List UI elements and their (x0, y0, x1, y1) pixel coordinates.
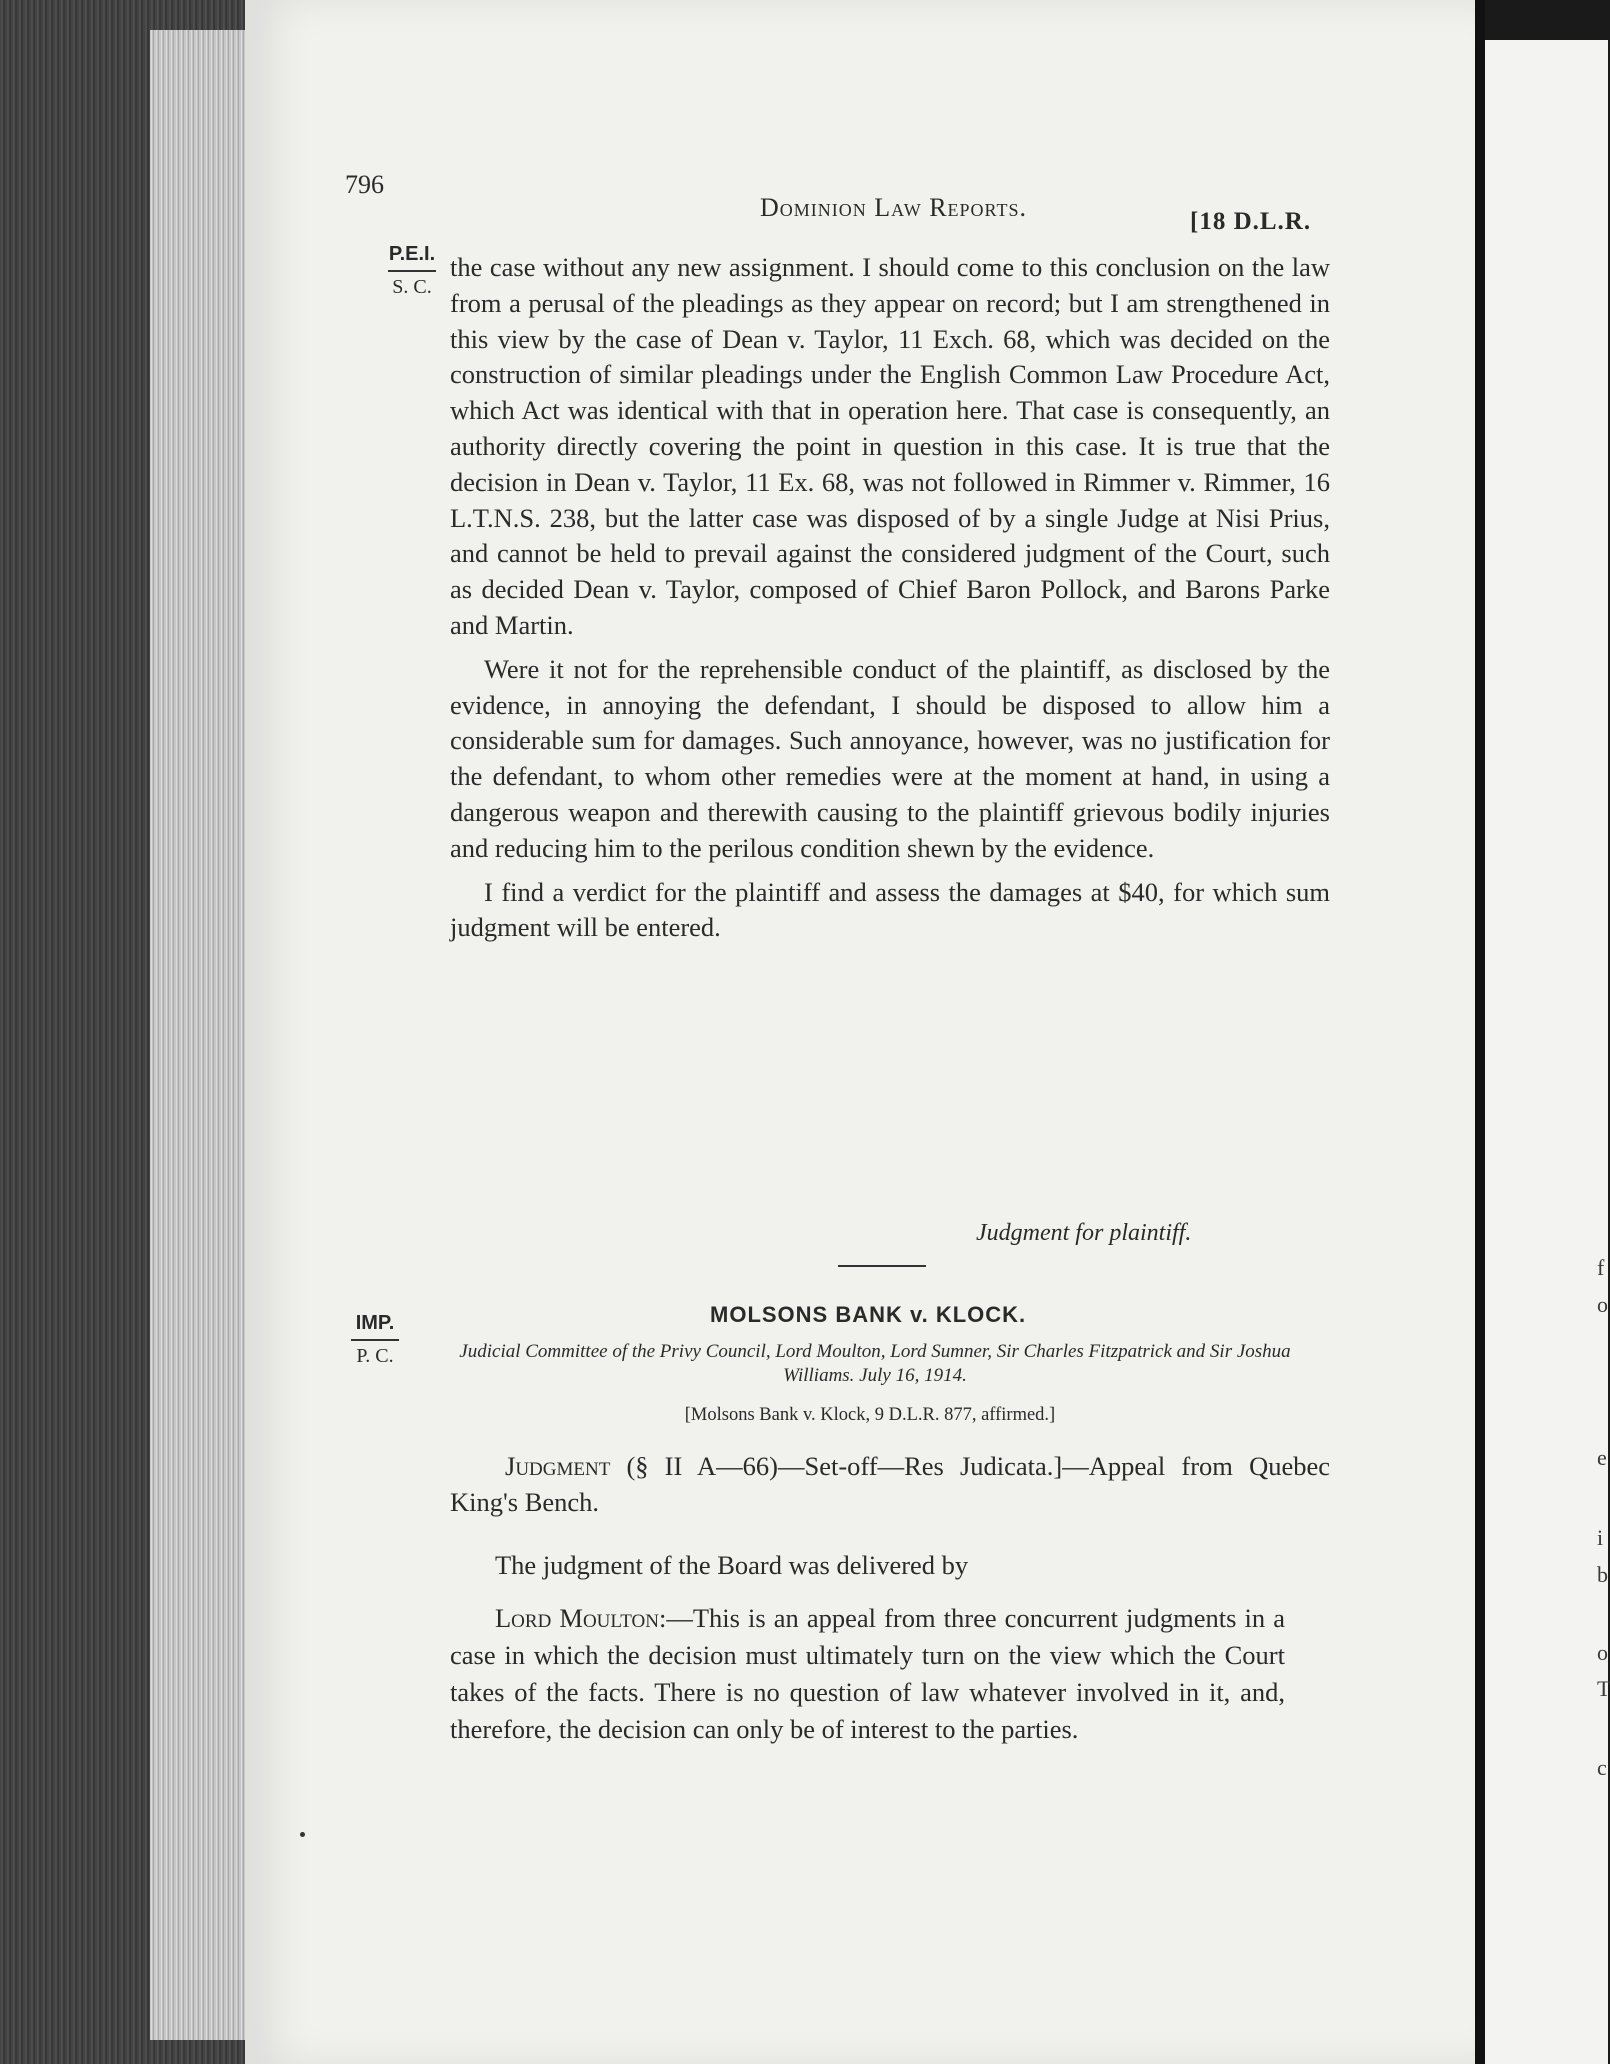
opinion-continuation (450, 250, 1330, 946)
opinion (450, 1600, 1285, 1748)
section-separator (838, 1265, 926, 1267)
page-edges (150, 30, 250, 2040)
case-title: MOLSONS BANK v. KLOCK. (710, 1302, 1027, 1327)
facing-page-letter: c (1597, 1755, 1607, 1780)
facing-page-letter: e (1597, 1445, 1607, 1470)
margin-court: P. C. (356, 1345, 394, 1367)
headnote (450, 1448, 1330, 1520)
delivered-by: The judgment of the Board was delivered by (495, 1550, 969, 1580)
book-gutter (1475, 0, 1485, 2064)
page-number: 796 (345, 170, 384, 199)
paragraph: Were it not for the reprehensible conduct of the plaintiff, as disclosed by the evidence, in annoying the defendant, I should be disposed to allow him a considerable sum for damages. Such annoyance, however, was no justification for the defendant, to whom other remedies were at the moment at hand, in using a dangerous weapon and therewith causing to the plaintiff grievous bodily injuries and reducing him to the perilous condition shewn by the evidence. (450, 653, 1330, 863)
volume-reference: [18 D.L.R. (1190, 208, 1312, 235)
judgment-note: Judgment for plaintiff. (976, 1220, 1192, 1246)
facing-page-letter: o (1597, 1640, 1608, 1665)
margin-label-court-2 (345, 1312, 405, 1368)
running-title: Dominion Law Reports. (760, 193, 1027, 222)
facing-page-letter: o (1597, 1292, 1608, 1317)
headnote-lead: Judgment (505, 1451, 611, 1481)
facing-page-letter: i (1597, 1525, 1604, 1550)
court-and-date: Judicial Committee of the Privy Council, Lord Moulton, Lord Sumner, Sir Charles Fitzpatrick and Sir Joshua Williams. July 16, 1914. (459, 1341, 1291, 1386)
margin-label-court-1 (382, 243, 442, 299)
paragraph: the case without any new assignment. I should come to this conclusion on the law from a perusal of the pleadings as they appear on record; but I am strengthened in this view by the case of Dean v. Taylor, 11 Exch. 68, which was decided on the construction of similar pleadings under the English Common Law Procedure Act, which Act was identical with that in operation here. That case is consequently, an authority directly covering the point in question in this case. It is true that the decision in Dean v. Taylor, 11 Ex. 68, was not followed in Rimmer v. Rimmer, 16 L.T.N.S. 238, but the latter case was disposed of by a single Judge at Nisi Prius, and cannot be held to prevail against the considered judgment of the Court, such as decided Dean v. Taylor, composed of Chief Baron Pollock, and Barons Parke and Martin. (450, 252, 1330, 640)
opinion-text: :—This is an appeal from three concurrent judgments in a case in which the decision must ultimately turn on the view which the Court takes of the facts. There is no question of law whatever involved in it, and, therefore, the decision can only be of interest to the parties. (450, 1603, 1285, 1744)
paragraph: I find a verdict for the plaintiff and assess the damages at $40, for which sum judgment will be entered. (450, 876, 1330, 943)
facing-page-letter: b (1597, 1562, 1608, 1587)
facing-page-letter: f (1597, 1255, 1605, 1280)
margin-rule (351, 1339, 399, 1341)
facing-page (1485, 40, 1608, 2064)
margin-jurisdiction: IMP. (355, 1312, 395, 1334)
margin-rule (388, 270, 436, 272)
facing-page-letter: T (1597, 1676, 1610, 1701)
headnote-text: (§ II A—66)—Set-off—Res Judicata.]—Appeal from Quebec King's Bench. (450, 1451, 1330, 1517)
margin-jurisdiction: P.E.I. (388, 243, 436, 265)
judge-name: Lord Moulton (495, 1603, 659, 1633)
case-citation: [Molsons Bank v. Klock, 9 D.L.R. 877, affirmed.] (684, 1405, 1056, 1425)
margin-court: S. C. (392, 276, 432, 298)
ink-speck (300, 1832, 305, 1837)
